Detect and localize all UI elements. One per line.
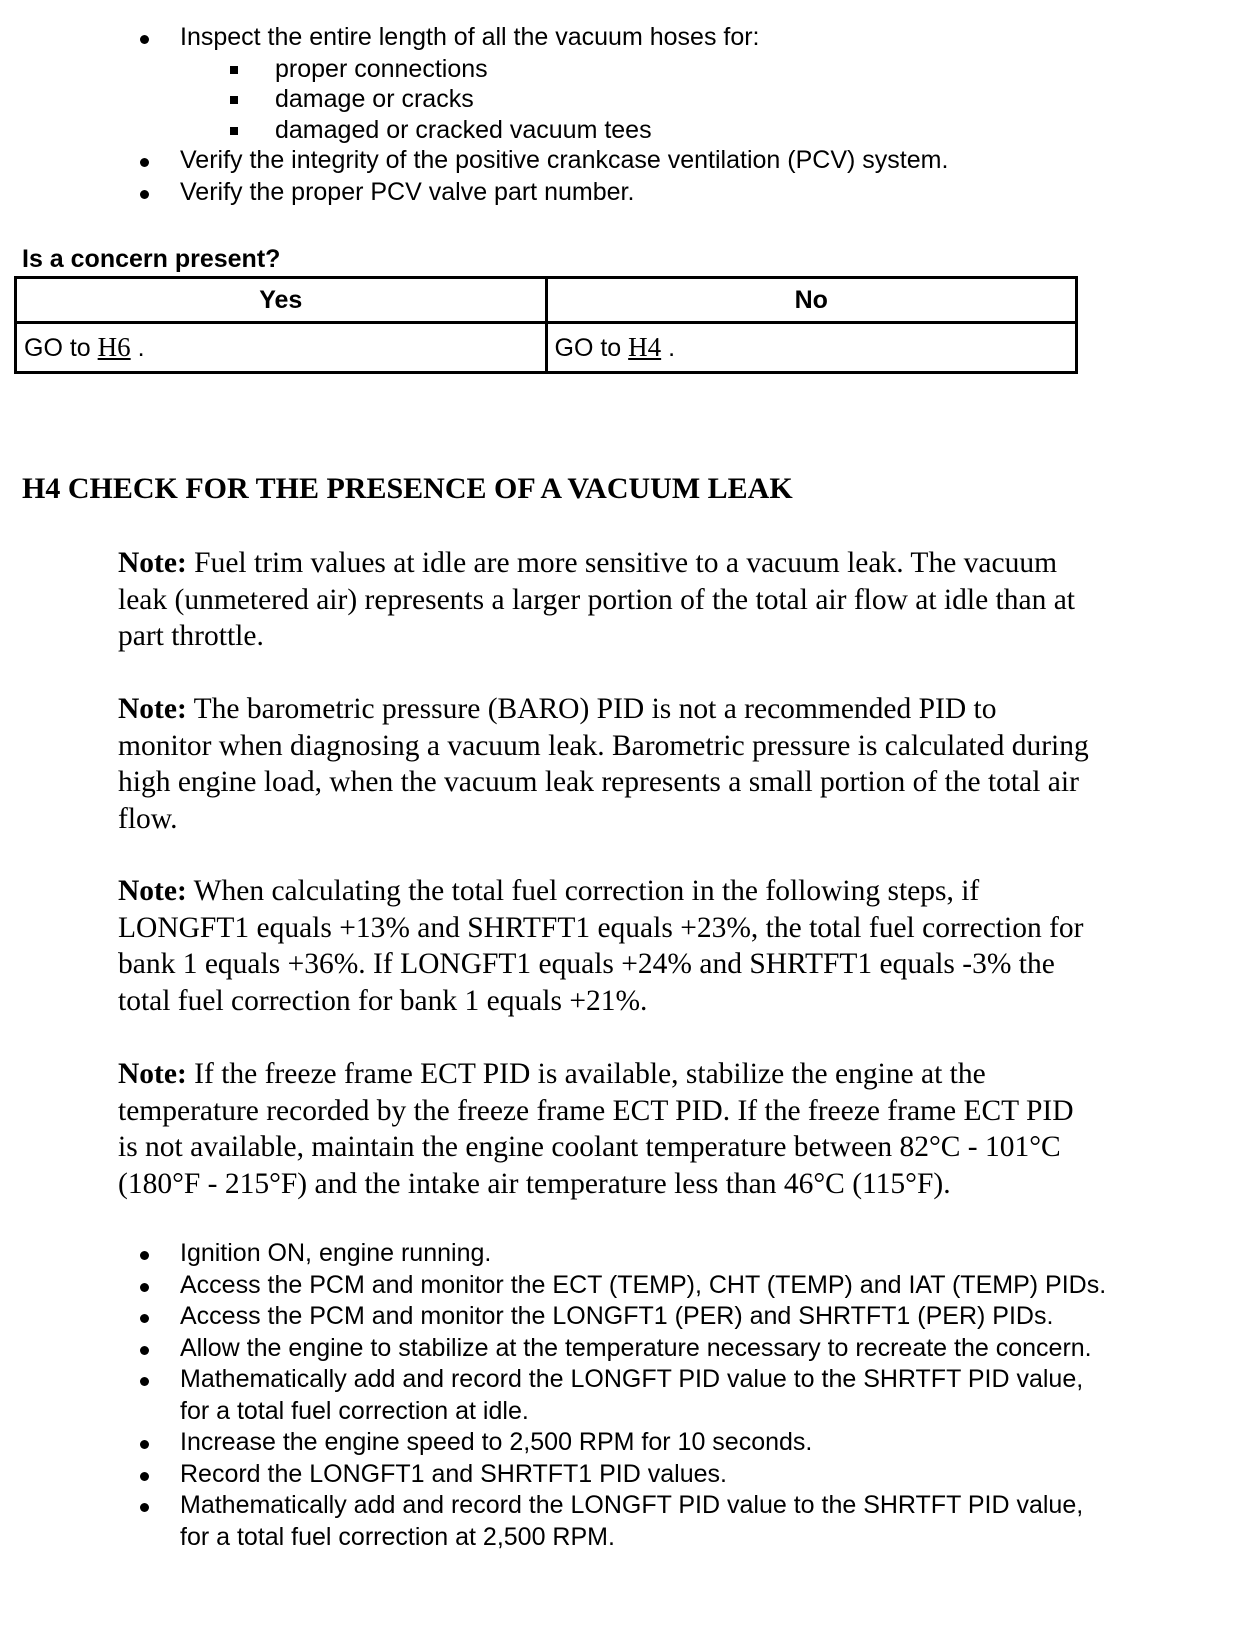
list-item bbox=[0, 145, 1248, 177]
header-no: No bbox=[546, 278, 1077, 323]
note-line: leak (unmetered air) represents a larger portion of the total air flow at idle than at bbox=[118, 583, 1075, 616]
link-h6[interactable]: H6 bbox=[97, 332, 131, 362]
link-h4[interactable]: H4 bbox=[628, 332, 662, 362]
step-item bbox=[0, 1490, 1248, 1553]
bullet-icon bbox=[140, 158, 149, 167]
note-2 bbox=[118, 691, 1198, 837]
step-text: for a total fuel correction at 2,500 RPM. bbox=[180, 1522, 615, 1551]
square-bullet-icon bbox=[230, 127, 238, 135]
note-line: is not available, maintain the engine coolant temperature between 82°C - 101°C bbox=[118, 1131, 1061, 1163]
note-4 bbox=[118, 1056, 1198, 1202]
sub-list-item-text: proper connections bbox=[275, 54, 488, 83]
section-title: H4 CHECK FOR THE PRESENCE OF A VACUUM LEAK bbox=[22, 472, 793, 505]
note-line: (180°F - 215°F) and the intake air temperature less than 46°C (115°F). bbox=[118, 1167, 951, 1200]
note-line: When calculating the total fuel correction in the following steps, if bbox=[186, 875, 980, 907]
step-text: Record the LONGFT1 and SHRTFT1 PID values. bbox=[180, 1459, 727, 1488]
bullet-icon bbox=[140, 1440, 149, 1449]
step-item bbox=[0, 1459, 1248, 1491]
step-text: Access the PCM and monitor the ECT (TEMP), CHT (TEMP) and IAT (TEMP) PIDs. bbox=[180, 1270, 1107, 1299]
note-label: Note: bbox=[118, 1058, 187, 1090]
list-item-text: Verify the integrity of the positive crankcase ventilation (PCV) system. bbox=[180, 146, 949, 174]
step-text: Mathematically add and record the LONGFT PID value to the SHRTFT PID value, bbox=[180, 1491, 1084, 1519]
table-header-row bbox=[16, 278, 1077, 323]
bullet-icon bbox=[140, 190, 149, 199]
note-label: Note: bbox=[118, 875, 187, 907]
inspection-list bbox=[0, 22, 1248, 208]
step-text: Ignition ON, engine running. bbox=[180, 1239, 492, 1267]
step-item bbox=[0, 1238, 1248, 1270]
bullet-icon bbox=[140, 1251, 149, 1260]
step-text: for a total fuel correction at idle. bbox=[180, 1396, 529, 1425]
step-text: Allow the engine to stabilize at the temperature necessary to recreate the concern. bbox=[180, 1333, 1092, 1362]
procedure-steps bbox=[0, 1238, 1248, 1553]
sub-list-item bbox=[180, 54, 1248, 85]
cell-text: GO to bbox=[554, 334, 629, 362]
step-text: Increase the engine speed to 2,500 RPM for 10 seconds. bbox=[180, 1428, 813, 1456]
step-item bbox=[0, 1270, 1248, 1302]
note-line: temperature recorded by the freeze frame ECT PID. If the freeze frame ECT PID bbox=[118, 1094, 1074, 1127]
note-line: bank 1 equals +36%. If LONGFT1 equals +24% and SHRTFT1 equals -3% the bbox=[118, 948, 1055, 980]
sub-list-item bbox=[180, 115, 1248, 146]
square-bullet-icon bbox=[230, 96, 238, 104]
step-item bbox=[0, 1301, 1248, 1333]
sub-list-item-text: damaged or cracked vacuum tees bbox=[275, 115, 652, 144]
note-line: Fuel trim values at idle are more sensitive to a vacuum leak. The vacuum bbox=[186, 547, 1058, 579]
note-line: monitor when diagnosing a vacuum leak. Barometric pressure is calculated during bbox=[118, 729, 1089, 762]
cell-text: . bbox=[130, 334, 145, 362]
bullet-icon bbox=[140, 1503, 149, 1512]
cell-yes bbox=[16, 323, 547, 373]
step-text: Mathematically add and record the LONGFT PID value to the SHRTFT PID value, bbox=[180, 1365, 1084, 1393]
list-item-text: Inspect the entire length of all the vacuum hoses for: bbox=[180, 23, 760, 51]
bullet-icon bbox=[140, 35, 149, 44]
step-text: Access the PCM and monitor the LONGFT1 (PER) and SHRTFT1 (PER) PIDs. bbox=[180, 1302, 1054, 1330]
note-label: Note: bbox=[118, 693, 187, 725]
step-item bbox=[0, 1427, 1248, 1459]
concern-question: Is a concern present? bbox=[22, 245, 281, 273]
square-bullet-icon bbox=[230, 66, 238, 74]
note-line: total fuel correction for bank 1 equals +21%. bbox=[118, 984, 648, 1017]
cell-text: . bbox=[661, 334, 676, 362]
note-line: If the freeze frame ECT PID is available, stabilize the engine at the bbox=[186, 1058, 986, 1090]
table-row bbox=[16, 323, 1077, 373]
note-line: The barometric pressure (BARO) PID is not a recommended PID to bbox=[186, 693, 997, 725]
note-line: LONGFT1 equals +13% and SHRTFT1 equals +23%, the total fuel correction for bbox=[118, 911, 1084, 944]
list-item bbox=[0, 22, 1248, 145]
note-line: part throttle. bbox=[118, 620, 264, 652]
step-item bbox=[0, 1333, 1248, 1365]
header-yes: Yes bbox=[16, 278, 547, 323]
bullet-icon bbox=[140, 1283, 149, 1292]
note-3 bbox=[118, 873, 1198, 1019]
note-line: flow. bbox=[118, 802, 178, 835]
sub-list-item bbox=[180, 84, 1248, 115]
cell-text: GO to bbox=[24, 334, 98, 362]
decision-table bbox=[14, 276, 1078, 374]
sub-list bbox=[180, 54, 1248, 146]
note-line: high engine load, when the vacuum leak represents a small portion of the total air bbox=[118, 766, 1079, 798]
bullet-icon bbox=[140, 1377, 149, 1386]
bullet-icon bbox=[140, 1346, 149, 1355]
list-item-text: Verify the proper PCV valve part number. bbox=[180, 177, 635, 206]
sub-list-item-text: damage or cracks bbox=[275, 85, 474, 113]
cell-no bbox=[546, 323, 1077, 373]
bullet-icon bbox=[140, 1314, 149, 1323]
note-label: Note: bbox=[118, 547, 187, 579]
step-item bbox=[0, 1364, 1248, 1427]
bullet-icon bbox=[140, 1472, 149, 1481]
list-item bbox=[0, 177, 1248, 209]
note-1 bbox=[118, 545, 1198, 655]
